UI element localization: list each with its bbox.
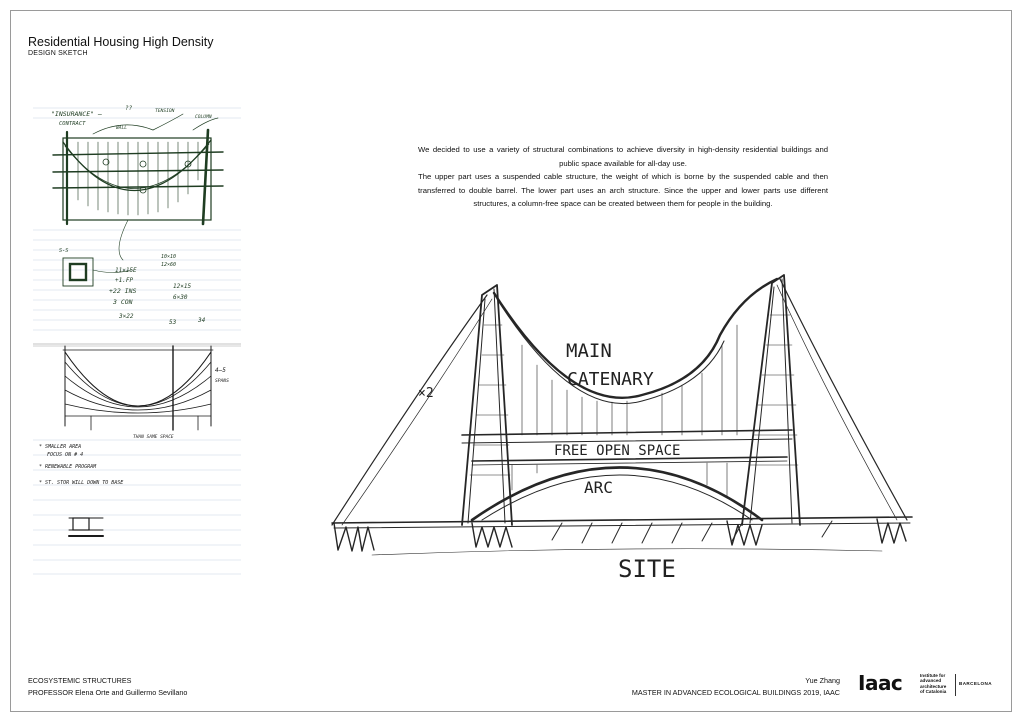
note-contract: CONTRACT	[59, 121, 86, 127]
iaac-logo	[858, 672, 998, 698]
note-span-2: SPANS	[215, 379, 229, 384]
note-dims-a: 10×10	[161, 254, 177, 260]
note-calc-e: 12×15	[173, 283, 192, 290]
page-title: Residential Housing High Density	[28, 35, 214, 49]
note-insurance: "INSURANCE" —	[51, 110, 102, 118]
label-x2: ×2	[418, 386, 434, 401]
logo-mark: Iaac	[858, 671, 903, 695]
logo-institute-line-3: architecture	[920, 683, 947, 689]
note-section: S-S	[59, 248, 69, 254]
note-bullet-1c: THAN SAME SPACE	[133, 435, 174, 440]
logo-institute-line-1: Institute for	[920, 673, 946, 678]
note-bullet-2: * RENEWABLE PROGRAM	[39, 464, 97, 470]
note-column: COLUMN	[195, 115, 212, 120]
footer-author-info	[632, 675, 840, 699]
note-tension: TENSION	[155, 109, 175, 114]
notebook-sketch	[33, 100, 241, 578]
main-structure-sketch	[322, 265, 922, 590]
logo-city: BARCELONA	[959, 681, 992, 686]
logo-institute	[920, 673, 956, 695]
course-name: ECOSYSTEMIC STRUCTURES	[28, 676, 132, 685]
note-calc-b: +1.FP	[115, 277, 134, 284]
note-calc-a: 11×15E	[115, 267, 137, 274]
note-calc-i: 34	[198, 317, 206, 324]
description-paragraph-2: The upper part uses a suspended cable structure, the weight of which is borne by the suspended cable and then transferred to double barrel. The lower part uses an arch structure. Since the upper and lower parts use different structures, a column-free space can be created between them for people in the building.	[418, 172, 828, 208]
professors: PROFESSOR Elena Orte and Guillermo Sevillano	[28, 688, 188, 697]
description-paragraph-1: We decided to use a variety of structural combinations to achieve diversity in high-density residential buildings and public space available for all-day use.	[418, 145, 828, 168]
page-subtitle: DESIGN SKETCH	[28, 50, 88, 57]
label-free-open-space: FREE OPEN SPACE	[554, 443, 681, 459]
logo-institute-line-4: of Catalonia	[920, 689, 947, 695]
note-span: 4–5	[215, 367, 226, 374]
program-name: MASTER IN ADVANCED ECOLOGICAL BUILDINGS 2019, IAAC	[631, 688, 840, 697]
note-calc-g: 3×22	[119, 313, 134, 320]
note-dims-b: 12×60	[161, 262, 177, 268]
note-bullet-1b: FOCUS ON # 4	[47, 452, 84, 458]
note-question: ??	[125, 105, 133, 112]
note-bullet-3: * ST. STOR WILL DOWN TO BASE	[39, 480, 124, 486]
note-wall: WALL	[116, 126, 128, 131]
logo-institute-line-2: advanced	[920, 678, 942, 684]
note-calc-f: 6×30	[173, 294, 188, 301]
label-arc: ARC	[584, 478, 613, 497]
footer-course-info	[28, 675, 187, 699]
description-text	[418, 143, 828, 211]
author-name: Yue Zhang	[805, 676, 840, 685]
label-site: SITE	[618, 555, 676, 583]
label-main: MAIN	[566, 340, 612, 362]
note-bullet-1: * SMALLER AREA	[39, 444, 82, 450]
note-calc-h: 53	[169, 319, 177, 326]
note-calc-d: 3 CON	[113, 298, 133, 306]
label-catenary: CATENARY	[567, 369, 654, 390]
logo-divider	[955, 674, 956, 696]
note-calc-c: +22 INS	[109, 287, 137, 295]
